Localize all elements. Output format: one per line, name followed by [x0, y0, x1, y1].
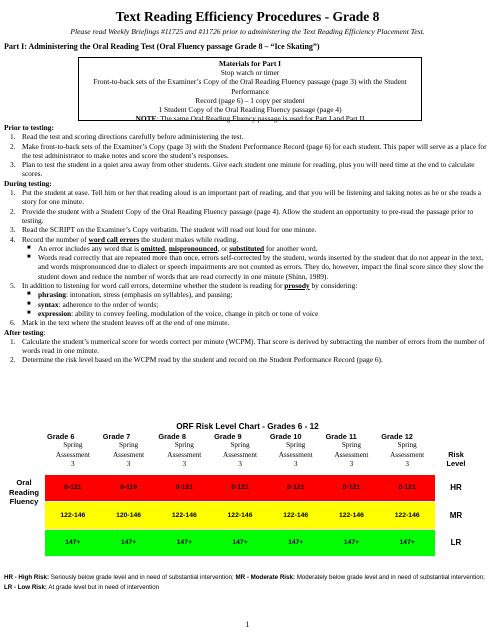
risk-range-cell: 147+: [232, 539, 248, 546]
risk-range-cell: 147+: [399, 539, 415, 546]
list-item: 3. Read the SCRIPT on the Examiner’s Copy verbatim. The student will read out loud for one minute.: [10, 225, 317, 235]
risk-range-cell: 120-146: [116, 512, 142, 519]
risk-range-cell: 147+: [343, 539, 360, 546]
after-heading: After testing:: [4, 327, 46, 337]
list-item: 1. Put the student at ease. Tell him or her that reading aloud is an important part of reading, and that you will be listening and taking notes as he or she reads a story for one minute.: [10, 188, 482, 207]
list-item: 4. Record the number of word call errors the student makes while reading.: [10, 234, 239, 244]
note-label: NOTE: [135, 114, 157, 124]
page-title: Text Reading Efficiency Procedures - Grade 8: [115, 9, 380, 24]
procedure-text: [4, 123, 490, 365]
risk-band-label: HR: [450, 483, 462, 492]
page-number: 1: [245, 620, 250, 629]
chart-title: ORF Risk Level Chart - Grades 6 - 12: [176, 422, 319, 431]
grade-header: Grade 6: [47, 432, 75, 441]
bullet-item: ■ Words read correctly that are repeated more than once, errors self-corrected by the student, words inserted by the student that do not appear in the text, and words mispronounced due to dialect or speech impairments are not counted as errors. They do, however, impact the final score since they slow the student down and reduce the number of words that are read correctly in one minute (Shinn, 1989).: [27, 253, 484, 281]
bullet-square-icon: ■: [27, 254, 31, 261]
grade-header: Grade 11: [325, 432, 357, 441]
oral-reading-fluency-label: Oral Reading Fluency: [9, 478, 39, 507]
list-item: 6. Mark in the text where the student leaves off at the end of one minute.: [10, 318, 230, 328]
risk-range-cell: 147+: [288, 539, 304, 546]
list-item: 3. Plan to test the student in a quiet area away from other students. Give each student one minute for reading, plus you will need time at the end to calculate scores.: [10, 160, 475, 179]
list-item: 1. Calculate the student’s numerical score for words correct per minute (WCPM). That score is derived by subtracting the number of errors from the number of words read in one minute.: [10, 336, 485, 356]
risk-range-cell: 122-146: [227, 512, 253, 519]
risk-range-cell: 122-146: [338, 512, 364, 519]
grade-header: Grade 10: [269, 432, 302, 441]
note-text: : The same Oral Reading Fluency passage is used for Part I and Part II: [156, 114, 365, 124]
risk-range-cell: 0-121: [231, 484, 249, 491]
bullet-item: ■ phrasing: intonation, stress (emphasis on syllables), and pausing;: [27, 290, 233, 300]
assessment-cell: Spring Assessment 3: [334, 441, 369, 469]
materials-heading: Materials for Part I: [218, 59, 282, 68]
grade-header: Grade 7: [102, 432, 131, 441]
assessment-cell: Spring Assessment 3: [278, 441, 313, 469]
list-item: 1. Read the test and scoring directions carefully before administering the test.: [10, 132, 244, 142]
list-item: 2. Make front-to-back sets of the Examiner’s Copy (page 3) with the Student Performance Record (page 6) for each student. This paper will serve as a place for the test administrator to make notes and score the student’s responses.: [10, 141, 487, 160]
bullet-item: ■ syntax: adherence to the order of words;: [27, 299, 159, 309]
assessment-cell: Spring Assessment 3: [167, 441, 202, 469]
bullet-item: ■ expression: ability to convey feeling, modulation of the voice, change in pitch or tone of voice: [27, 308, 319, 318]
risk-band: [45, 502, 435, 529]
assessment-cell: Spring Assessment 3: [55, 441, 90, 469]
prior-heading: Prior to testing:: [4, 123, 54, 132]
risk-range-cell: 147+: [65, 539, 81, 546]
during-heading: During testing:: [4, 178, 52, 188]
bullet-square-icon: ■: [27, 291, 31, 298]
risk-range-cell: 0-121: [342, 484, 361, 491]
risk-range-cell: 147+: [176, 539, 192, 546]
materials-line: 1 Student Copy of the Oral Reading Fluency passage (page 4): [158, 105, 342, 115]
grade-header: Grade 12: [381, 432, 413, 441]
risk-range-cell: 0-119: [120, 484, 138, 491]
risk-legend: HR - High Risk: Seriously below grade level and in need of substantial intervention; MR - Moderate Risk: Moderately below grade level and in need of substantial intervention; LR - Low Risk: At grade level but in need of intervention: [4, 574, 485, 591]
bullet-square-icon: ■: [27, 300, 31, 307]
list-item: 2. Determine the risk level based on the WCPM read by the student and record on the Student Performance Record (page 6).: [10, 355, 383, 365]
grade-header: Grade 8: [158, 432, 186, 441]
grade-header: Grade 9: [214, 432, 242, 441]
risk-band-label: LR: [450, 538, 462, 547]
risk-range-cell: 0-121: [175, 484, 193, 491]
bullet-item: ■ An error includes any word that is omitted, mispronounced, or substituted for another word.: [27, 243, 318, 253]
part-heading: Part I: Administering the Oral Reading Test (Oral Fluency passage Grade 8 – “Ice Skating”): [4, 42, 320, 51]
risk-range-cell: 122-146: [171, 512, 197, 519]
bullet-square-icon: ■: [27, 309, 31, 316]
assessment-cell: Spring Assessment 3: [223, 441, 257, 469]
materials-line: Record (page 6) – 1 copy per student: [195, 95, 305, 105]
assessment-cell: Spring Assesment 3: [112, 441, 145, 469]
risk-range-cell: 147+: [120, 539, 137, 546]
risk-range-cell: 122-146: [283, 512, 309, 519]
risk-range-cell: 122-146: [60, 512, 86, 519]
materials-line: Stop watch or timer: [220, 68, 280, 78]
list-item: 5. In addition to listening for word call errors, determine whether the student is reading for prosody by considering:: [10, 281, 358, 291]
bullet-square-icon: ■: [27, 244, 31, 251]
risk-band: [45, 475, 435, 501]
assessment-cell: Spring Assessment 3: [390, 441, 425, 469]
risk-range-cell: 0-121: [398, 484, 416, 491]
risk-range-cell: 0-121: [287, 484, 305, 491]
risk-range-cell: 122-146: [394, 512, 420, 519]
risk-level-heading: Risk Level: [446, 450, 466, 469]
materials-line: Front-to-back sets of the Examiner’s Copy of the Oral Reading Fluency passage (page 3) with the Student Performance: [93, 77, 407, 96]
materials-box: [78, 57, 422, 124]
risk-range-cell: 0-121: [64, 484, 82, 491]
risk-band-label: MR: [449, 511, 463, 520]
risk-band: [45, 530, 435, 556]
page-subtitle: Please read Weekly Briefings #11725 and #11726 prior to administering the Text Reading Efficiency Placement Test.: [70, 27, 425, 36]
list-item: 2. Provide the student with a Student Copy of the Oral Reading Fluency passage (page 4). Allow the student an opportunity to pre-read the passage prior to testing.: [10, 206, 474, 225]
